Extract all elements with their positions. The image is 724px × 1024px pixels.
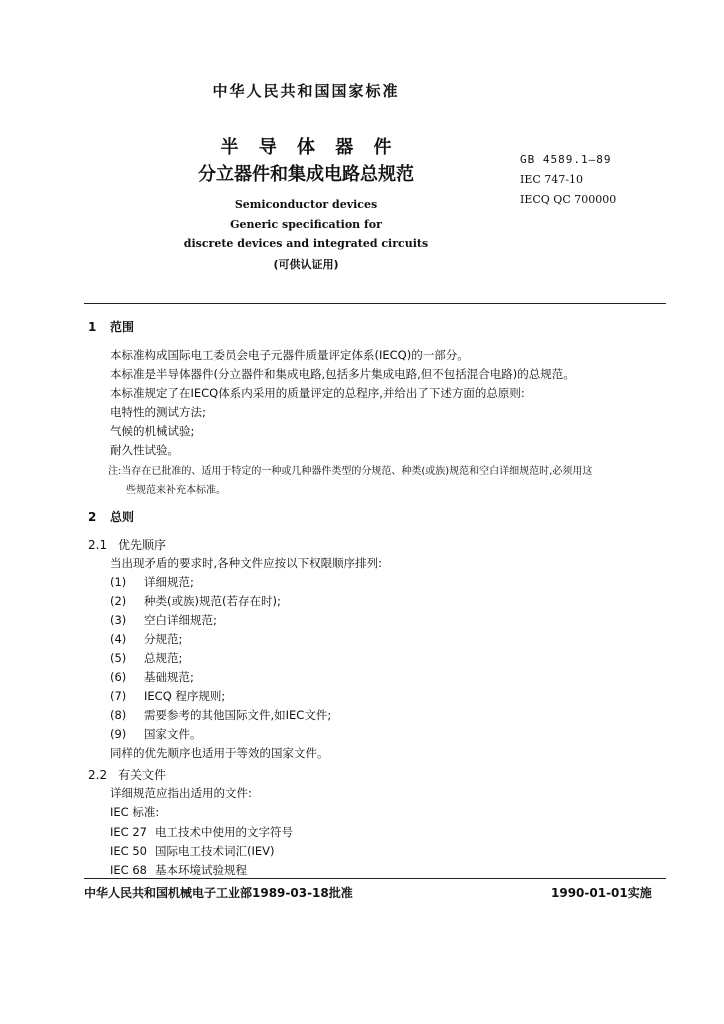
subsection-2-1-heading [88,536,166,553]
section-1-note: 注:当存在已批准的、适用于特定的一种或几种器件类型的分规范、种类(或族)规范和空白详细规范时,必须用这 [108,466,593,477]
header-divider [84,303,666,304]
list-item: (1) 详细规范; [110,575,194,589]
footer-divider [84,878,666,879]
title-certification-note: (可供认证用) [273,258,339,271]
section-1-paragraph: 本标准是半导体器件(分立器件和集成电路,包括多片集成电路,但不包括混合电路)的总规范。 [110,367,575,381]
section-1-title: 范围 [110,320,135,334]
section-1-paragraph: 本标准规定了在IECQ体系内采用的质量评定的总程序,并给出了下述方面的总原则: [110,386,525,400]
section-1-heading [88,318,134,335]
standard-number-iecq: IECQ QC 700000 [520,193,617,206]
subsection-2-2-heading [88,766,166,783]
title-english-line-2: Generic specification for [230,218,382,231]
title-chinese-line-2: 分立器件和集成电路总规范 [198,164,414,185]
national-standard-heading: 中华人民共和国国家标准 [212,82,400,100]
section-2-heading [88,508,134,525]
list-item: (4) 分规范; [110,632,183,646]
list-item: (7) IECQ 程序规则; [110,689,226,703]
reference-item: IEC 68 基本环境试验规程 [110,863,247,877]
section-2-title: 总则 [110,510,135,524]
iec-standards-label: IEC 标准: [110,805,160,819]
standard-number-gb: GB 4589.1—89 [520,153,612,166]
list-item: (8) 需要参考的其他国际文件,如IEC文件; [110,708,332,722]
approval-statement: 中华人民共和国机械电子工业部1989-03-18批准 [84,886,353,900]
subsection-2-2-title: 有关文件 [118,768,167,782]
list-item: (3) 空白详细规范; [110,613,217,627]
section-1-note-continuation: 些规范来补充本标准。 [126,485,226,496]
list-item: (5) 总规范; [110,651,183,665]
reference-item: IEC 27 电工技术中使用的文字符号 [110,825,293,839]
implementation-date: 1990-01-01实施 [551,886,652,900]
section-1-paragraph: 本标准构成国际电工委员会电子元器件质量评定体系(IECQ)的一部分。 [110,348,469,362]
title-chinese-line-1: 半 导 体 器 件 [220,137,392,158]
title-english-line-1: Semiconductor devices [234,198,378,211]
section-1-number: 1 [88,320,97,334]
subsection-2-1-closing: 同样的优先顺序也适用于等效的国家文件。 [110,746,329,760]
section-1-paragraph: 耐久性试验。 [110,443,179,457]
subsection-2-2-number: 2.2 [88,768,108,782]
subsection-2-2-intro: 详细规范应指出适用的文件: [110,786,252,800]
list-item: (9) 国家文件。 [110,727,202,741]
list-item: (2) 种类(或族)规范(若存在时); [110,594,281,608]
subsection-2-1-title: 优先顺序 [118,538,167,552]
section-1-paragraph: 电特性的测试方法; [110,405,206,419]
standard-number-iec: IEC 747-10 [520,173,583,186]
section-1-paragraph: 气候的机械试验; [110,424,195,438]
title-english-line-3: discrete devices and integrated circuits [183,237,429,250]
list-item: (6) 基础规范; [110,670,194,684]
reference-item: IEC 50 国际电工技术词汇(IEV) [110,844,275,858]
subsection-2-1-number: 2.1 [88,538,108,552]
section-2-number: 2 [88,510,97,524]
subsection-2-1-intro: 当出现矛盾的要求时,各种文件应按以下权限顺序排列: [110,556,383,570]
